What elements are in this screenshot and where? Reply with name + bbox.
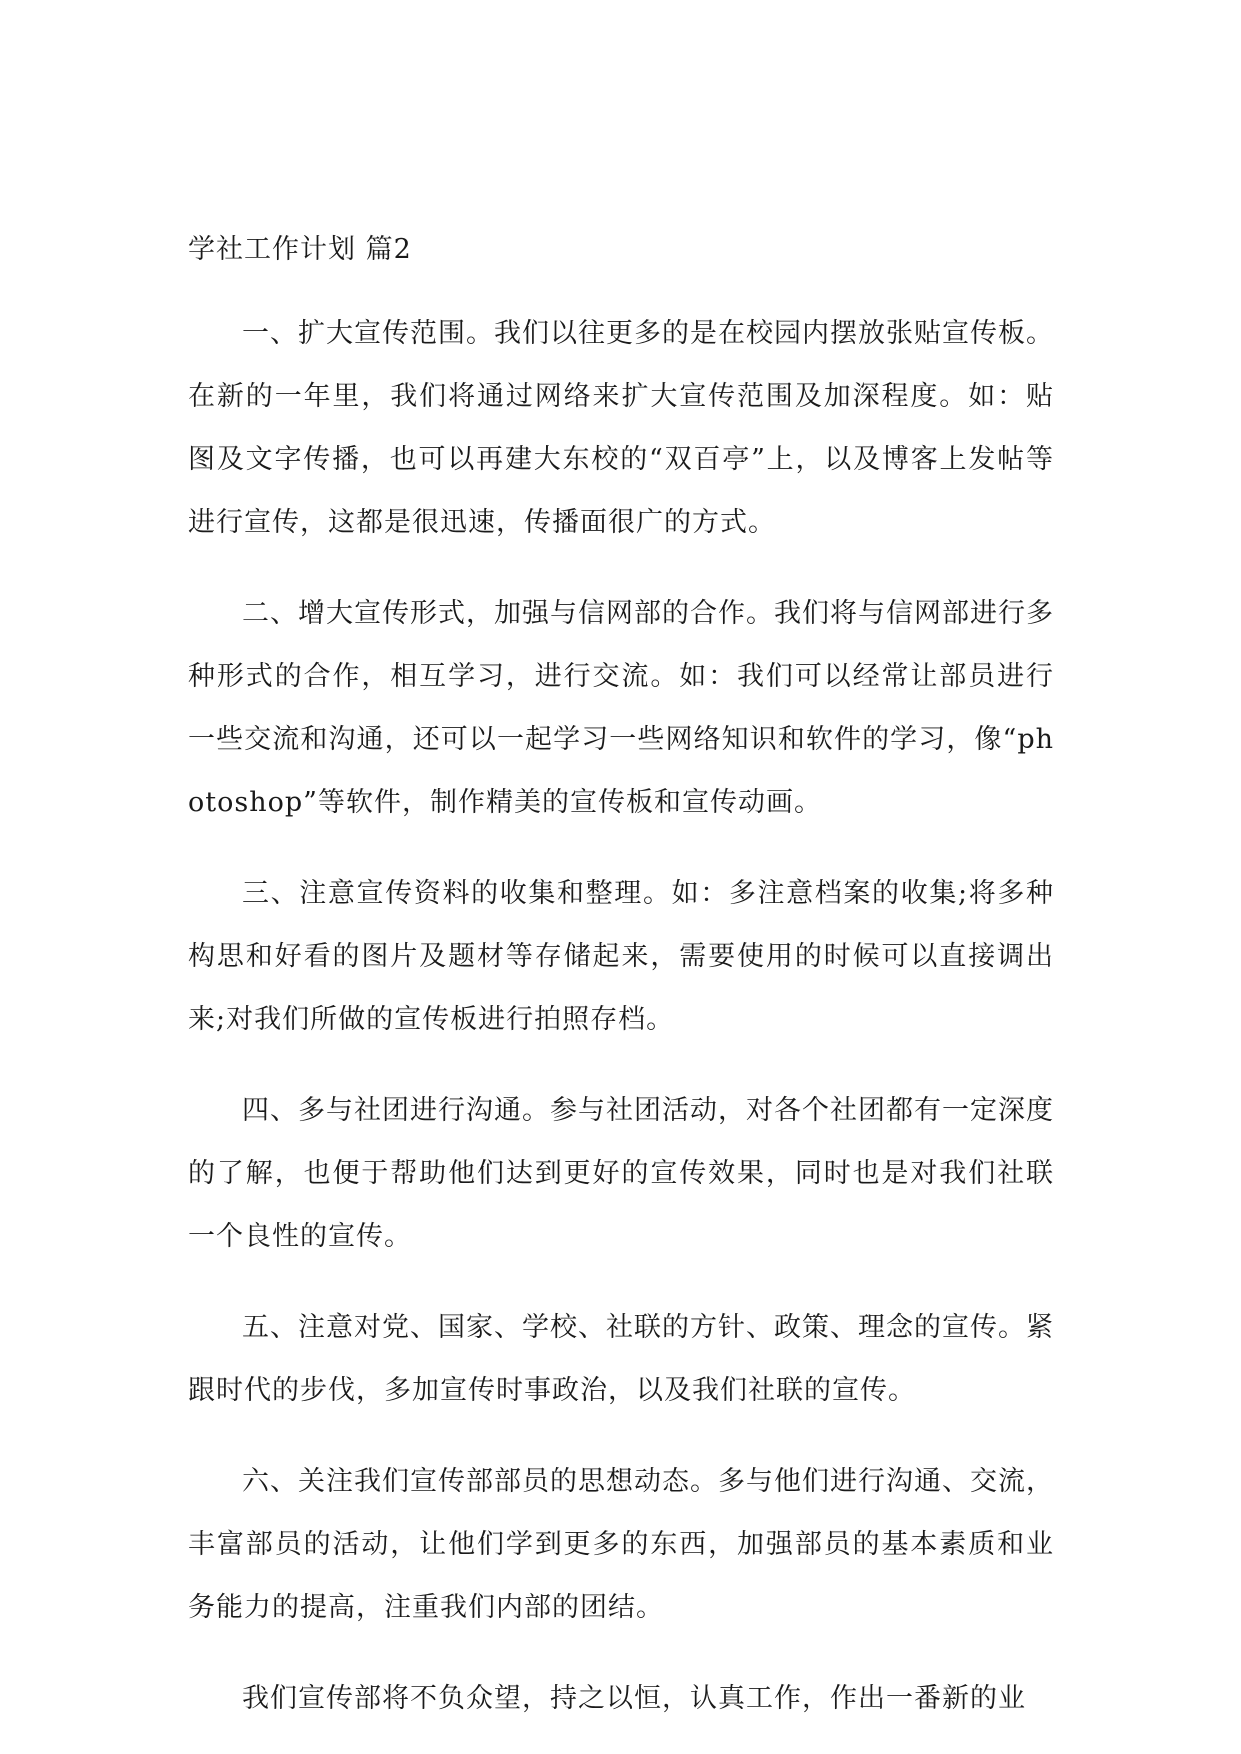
paragraph-7: 我们宣传部将不负众望，持之以恒，认真工作，作出一番新的业 [242, 1683, 1026, 1714]
paragraph-4: 四、多与社团进行沟通。参与社团活动，对各个社团都有一定深度的了解，也便于帮助他们达到更好的宣传效果，同时也是对我们社联一个良性的宣传。 [188, 1095, 1054, 1252]
paragraph-2: 二、增大宣传形式，加强与信网部的合作。我们将与信网部进行多种形式的合作，相互学习，进行交流。如：我们可以经常让部员进行一些交流和沟通，还可以一起学习一些网络知识和软件的学习，像“photoshop”等软件，制作精美的宣传板和宣传动画。 [188, 598, 1054, 818]
paragraph-3: 三、注意宣传资料的收集和整理。如：多注意档案的收集;将多种构思和好看的图片及题材等存储起来，需要使用的时候可以直接调出来;对我们所做的宣传板进行拍照存档。 [188, 878, 1054, 1035]
paragraph-6: 六、关注我们宣传部部员的思想动态。多与他们进行沟通、交流，丰富部员的活动，让他们学到更多的东西，加强部员的基本素质和业务能力的提高，注重我们内部的团结。 [188, 1466, 1054, 1623]
document-title: 学社工作计划 篇2 [188, 234, 412, 265]
paragraph-5: 五、注意对党、国家、学校、社联的方针、政策、理念的宣传。紧跟时代的步伐，多加宣传时事政治，以及我们社联的宣传。 [188, 1312, 1054, 1406]
document-content [188, 226, 1054, 1730]
paragraph-1: 一、扩大宣传范围。我们以往更多的是在校园内摆放张贴宣传板。在新的一年里，我们将通过网络来扩大宣传范围及加深程度。如：贴图及文字传播，也可以再建大东校的“双百亭”上，以及博客上发帖等进行宣传，这都是很迅速，传播面很广的方式。 [188, 318, 1054, 538]
